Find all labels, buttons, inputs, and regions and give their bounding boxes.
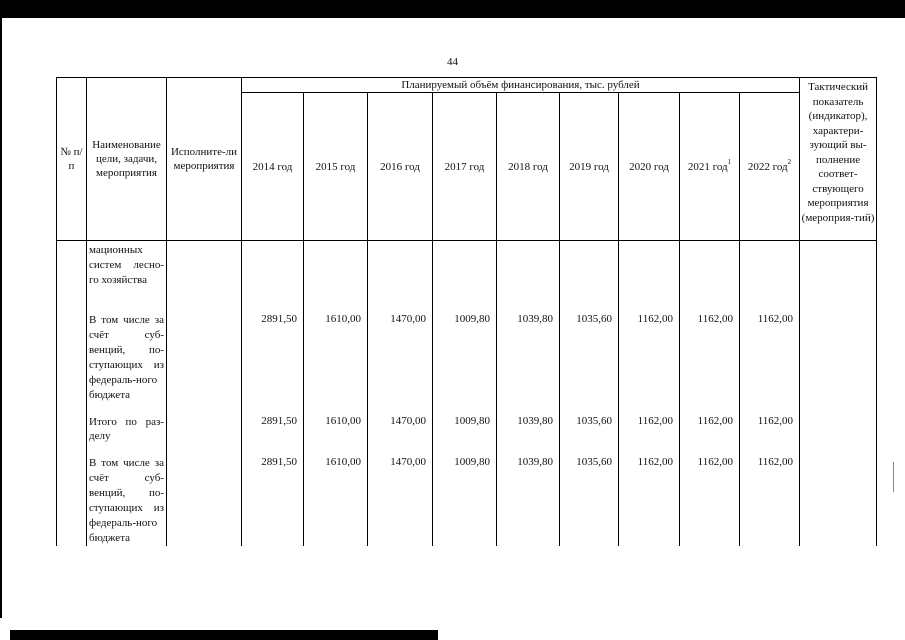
cell-value: 1162,00 [619, 403, 680, 445]
cell-value: 2891,50 [242, 444, 304, 546]
right-scan-mark [893, 462, 894, 492]
cell-indicator [800, 403, 877, 445]
cell-value [368, 241, 433, 301]
cell-value: 1162,00 [619, 301, 680, 403]
cell-value: 1610,00 [304, 301, 368, 403]
cell-value: 1162,00 [740, 444, 800, 546]
cell-value: 1162,00 [680, 444, 740, 546]
cell-executor [167, 301, 242, 403]
cell-value: 1610,00 [304, 403, 368, 445]
cell-value: 1162,00 [680, 301, 740, 403]
cell-value: 1035,60 [560, 444, 619, 546]
top-scan-border [0, 0, 905, 18]
funding-table [56, 77, 877, 546]
header-year: 2017 год [433, 93, 497, 241]
cell-executor [167, 403, 242, 445]
cell-executor [167, 444, 242, 546]
header-year: 2016 год [368, 93, 433, 241]
cell-value: 2891,50 [242, 403, 304, 445]
cell-value: 1162,00 [680, 403, 740, 445]
cell-indicator [800, 444, 877, 546]
cell-value: 1035,60 [560, 403, 619, 445]
cell-value: 1009,80 [433, 403, 497, 445]
cell-value: 1162,00 [740, 403, 800, 445]
cell-no [57, 403, 87, 445]
cell-value: 1009,80 [433, 444, 497, 546]
header-year: 2020 год [619, 93, 680, 241]
cell-value: 1162,00 [619, 444, 680, 546]
cell-indicator [800, 241, 877, 301]
header-funding: Планируемый объём финансирования, тыс. рублей [242, 78, 800, 93]
cell-value [740, 241, 800, 301]
table-row [57, 301, 877, 403]
cell-value [497, 241, 560, 301]
header-year: 2015 год [304, 93, 368, 241]
cell-name: В том числе за счёт суб-венций, по-ступающих из федераль-ного бюджета [87, 444, 167, 546]
cell-value [242, 241, 304, 301]
cell-value: 1039,80 [497, 301, 560, 403]
cell-name: Итого по раз-делу [87, 403, 167, 445]
cell-name: В том числе за счёт суб-венций, по-ступающих из федераль-ного бюджета [87, 301, 167, 403]
cell-value: 1035,60 [560, 301, 619, 403]
table-row [57, 241, 877, 301]
header-executor: Исполните-ли мероприятия [167, 78, 242, 241]
cell-no [57, 241, 87, 301]
table-row [57, 403, 877, 445]
page-number: 44 [447, 56, 458, 68]
header-no: № п/п [57, 78, 87, 241]
bottom-scan-border [10, 630, 438, 640]
cell-value: 1039,80 [497, 403, 560, 445]
cell-value: 1470,00 [368, 403, 433, 445]
cell-value: 1470,00 [368, 301, 433, 403]
cell-value [433, 241, 497, 301]
table-row [57, 444, 877, 546]
header-indicator: Тактический показатель (индикатор), характери-зующий вы-полнение соответ-ствующего мероприятия (мероприя-тий) [800, 78, 877, 241]
cell-value: 2891,50 [242, 301, 304, 403]
header-year: 2018 год [497, 93, 560, 241]
left-scan-edge [0, 18, 2, 618]
cell-name: мационных систем лесно-го хозяйства [87, 241, 167, 301]
cell-value [560, 241, 619, 301]
header-year: 2019 год [560, 93, 619, 241]
cell-value: 1162,00 [740, 301, 800, 403]
cell-value: 1610,00 [304, 444, 368, 546]
cell-value: 1470,00 [368, 444, 433, 546]
header-year: 2022 год$^2$ [740, 93, 800, 241]
cell-indicator [800, 301, 877, 403]
cell-value: 1009,80 [433, 301, 497, 403]
cell-no [57, 301, 87, 403]
cell-no [57, 444, 87, 546]
cell-executor [167, 241, 242, 301]
header-year: 2014 год [242, 93, 304, 241]
header-year: 2021 год$^1$ [680, 93, 740, 241]
cell-value [304, 241, 368, 301]
cell-value [680, 241, 740, 301]
cell-value [619, 241, 680, 301]
cell-value: 1039,80 [497, 444, 560, 546]
header-name: Наименование цели, задачи, мероприятия [87, 78, 167, 241]
